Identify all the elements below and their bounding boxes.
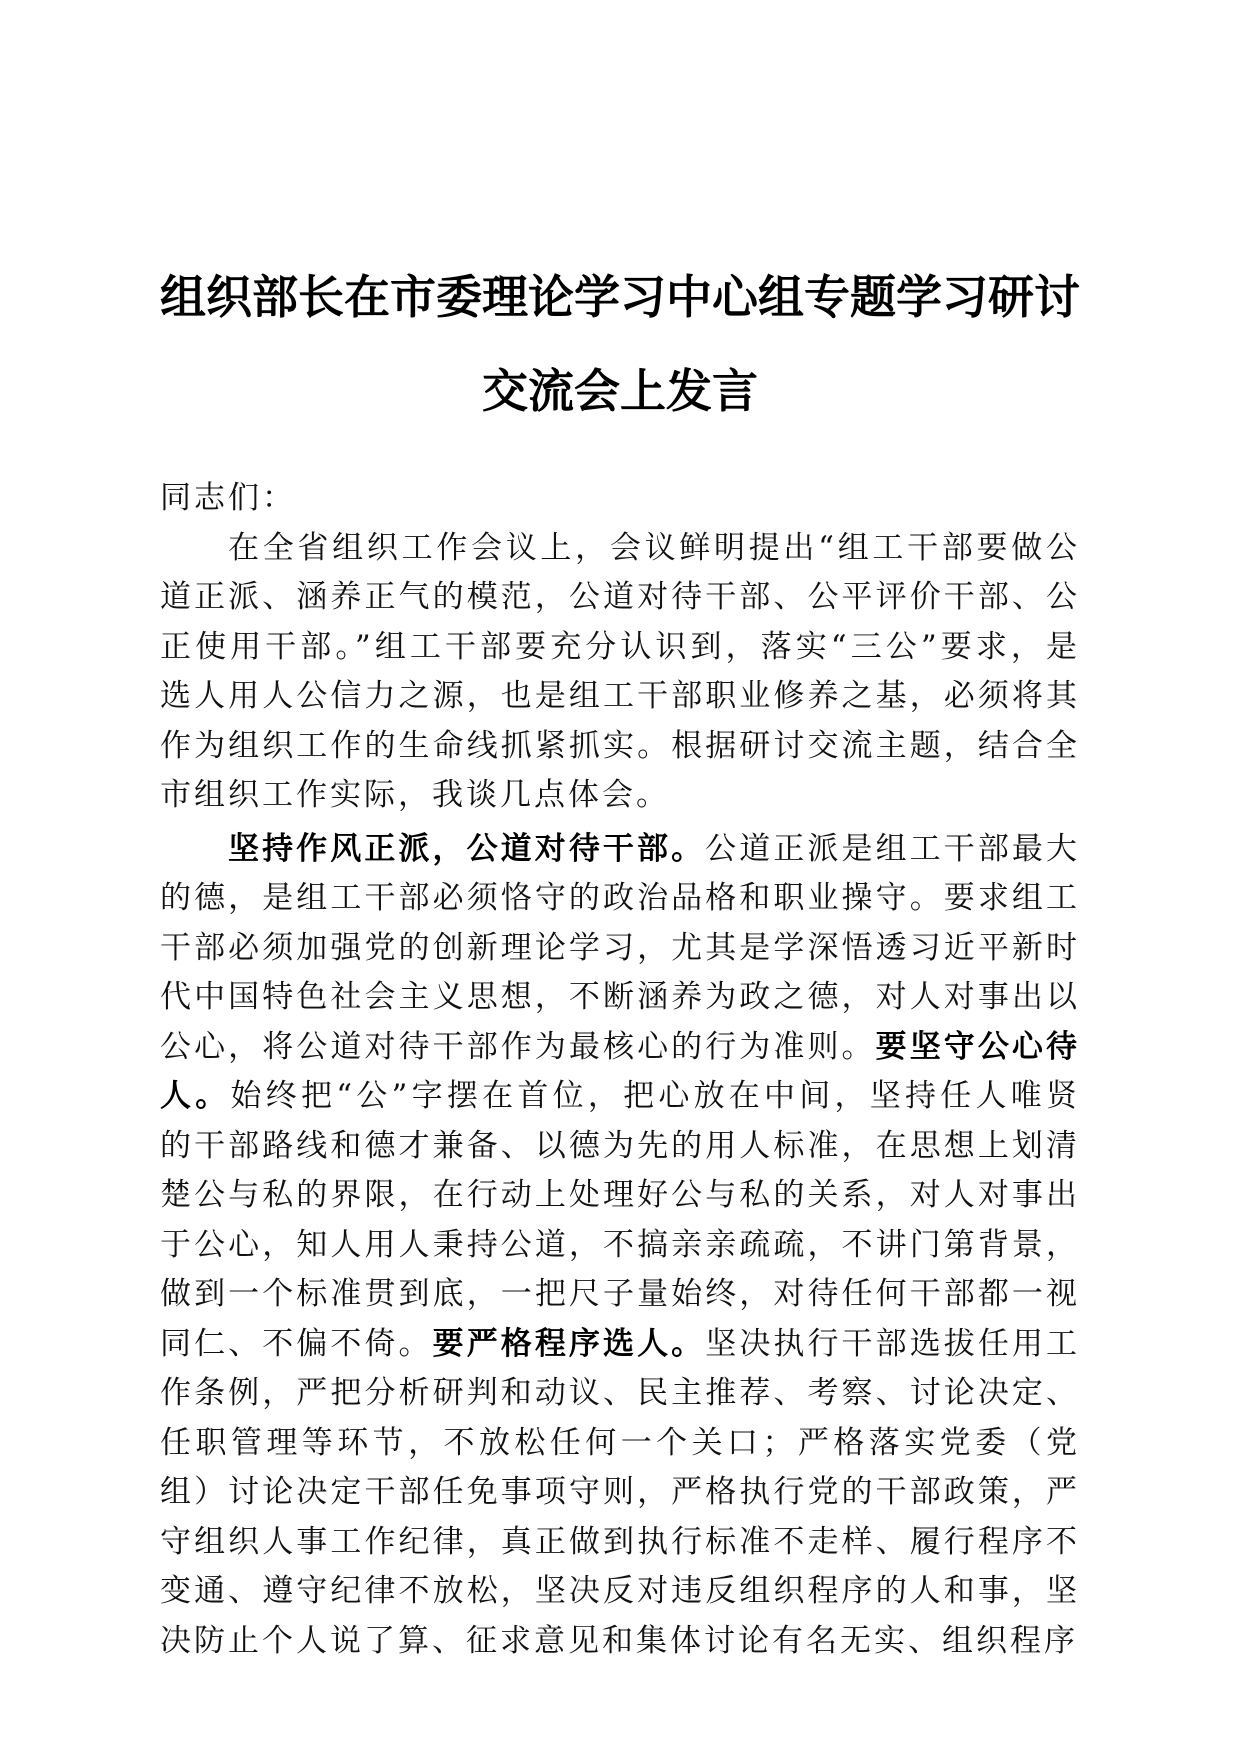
section-text: 公道正派是组工干部最大的德，是组工干部必须恪守的政治品格和职业操守。要求组工干部必须加强党的创新理论学习，尤其是学深悟透习近平新时代中国特色社会主义思想，不断涵养为政之德，对人对事出以公心，将公道对待干部作为最核心的行为准则。 xyxy=(160,830,1081,1065)
section-text-procedure: 坚决执行干部选拔任用工作条例，严把分析研判和动议、民主推荐、考察、讨论决定、任职管理等环节，不放松任何一个关口；严格落实党委（党组）讨论决定干部任免事项守则，严格执行党的干部政策，严守组织人事工作纪律，真正做到执行标准不走样、履行程序不变通、遵守纪律不放松，坚决反对违反组织程序的人和事，坚决防止个人说了算、征求意见和集体讨论有名无实、组织程序 xyxy=(160,1325,1081,1659)
page-title-line-1: 组织部长在市委理论学习中心组专题学习研讨 xyxy=(160,270,1080,324)
section-paragraph xyxy=(160,825,1080,1667)
section-text-impartial: 始终把“公”字摆在首位，把心放在中间，坚持任人唯贤的干部路线和德才兼备、以德为先的用人标准，在思想上划清楚公与私的界限，在行动上处理好公与私的关系，对人对事出于公心，知人用人秉持公道，不搞亲亲疏疏，不讲门第背景，做到一个标准贯到底，一把尺子量始终，对待任何干部都一视同仁、不偏不倚。 xyxy=(160,1078,1080,1362)
document-body xyxy=(160,474,1080,1666)
salutation: 同志们： xyxy=(160,480,296,516)
section-heading: 坚持作风正派，公道对待干部。 xyxy=(228,830,706,867)
subheading-impartial: 要坚守公心待人。 xyxy=(160,1028,1081,1114)
page-title-line-2: 交流会上发言 xyxy=(482,364,758,418)
subheading-procedure: 要严格程序选人。 xyxy=(432,1325,706,1362)
intro-paragraph: 在全省组织工作会议上，会议鲜明提出“组工干部要做公道正派、涵养正气的模范，公道对待干部、公平评价干部、公正使用干部。”组工干部要充分认识到，落实“三公”要求，是选人用人公信力之源，也是组工干部职业修养之基，必须将其作为组织工作的生命线抓紧抓实。根据研讨交流主题，结合全市组织工作实际，我谈几点体会。 xyxy=(160,529,1080,813)
title-block xyxy=(150,250,1090,438)
